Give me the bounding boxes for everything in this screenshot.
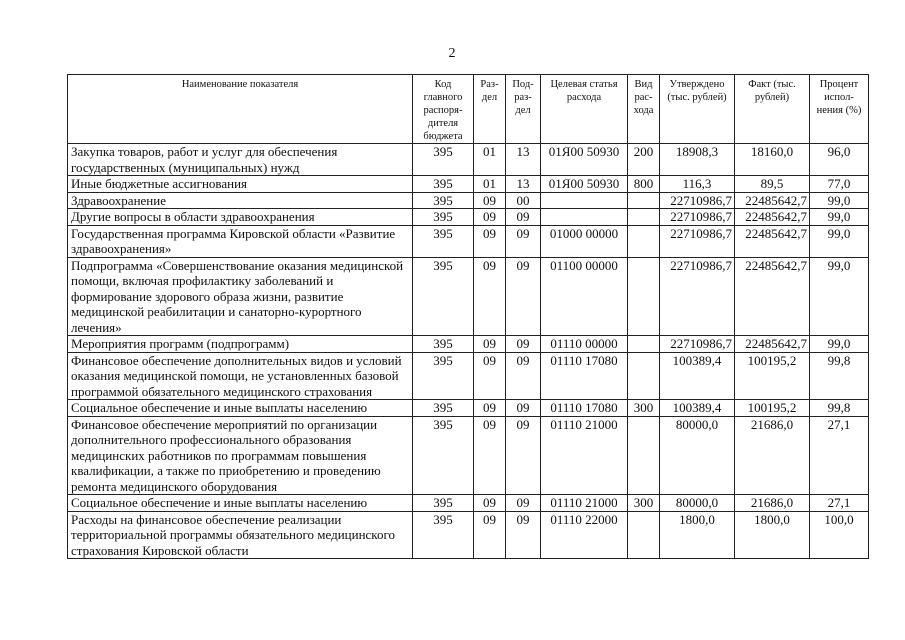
- table-row: [68, 225, 869, 257]
- cell-approved: 22710986,7: [660, 336, 735, 353]
- cell-code: 395: [413, 144, 474, 176]
- table-body: [68, 144, 869, 559]
- cell-actual: 100195,2: [735, 352, 810, 400]
- cell-subsection: 09: [506, 511, 541, 559]
- cell-type: [628, 416, 660, 495]
- header-code: Код главного распоря-дителя бюджета: [413, 75, 474, 144]
- header-section: Раз-дел: [474, 75, 506, 144]
- cell-type: [628, 192, 660, 209]
- cell-percent: 99,8: [810, 352, 869, 400]
- cell-subsection: 09: [506, 400, 541, 417]
- cell-target: 01110 17080: [541, 400, 628, 417]
- cell-percent: 99,0: [810, 209, 869, 226]
- table-row: [68, 400, 869, 417]
- cell-subsection: 00: [506, 192, 541, 209]
- table-row: [68, 336, 869, 353]
- cell-section: 09: [474, 416, 506, 495]
- cell-percent: 96,0: [810, 144, 869, 176]
- cell-approved: 22710986,7: [660, 225, 735, 257]
- cell-target: 01110 22000: [541, 511, 628, 559]
- cell-type: [628, 352, 660, 400]
- cell-percent: 99,8: [810, 400, 869, 417]
- cell-target: 01000 00000: [541, 225, 628, 257]
- cell-approved: 100389,4: [660, 400, 735, 417]
- cell-name: Здравоохранение: [68, 192, 413, 209]
- cell-subsection: 13: [506, 176, 541, 193]
- page-number: 2: [448, 46, 456, 61]
- cell-type: [628, 257, 660, 336]
- cell-target: 01Я00 50930: [541, 144, 628, 176]
- cell-type: [628, 511, 660, 559]
- cell-section: 09: [474, 225, 506, 257]
- cell-percent: 27,1: [810, 416, 869, 495]
- header-percent: Процент испол-нения (%): [810, 75, 869, 144]
- cell-name: Закупка товаров, работ и услуг для обеспечения государственных (муниципальных) нужд: [68, 144, 413, 176]
- cell-name: Государственная программа Кировской области «Развитие здравоохранения»: [68, 225, 413, 257]
- cell-type: [628, 225, 660, 257]
- header-name: Наименование показателя: [68, 75, 413, 144]
- cell-subsection: 09: [506, 352, 541, 400]
- cell-section: 09: [474, 495, 506, 512]
- table-row: [68, 209, 869, 226]
- cell-actual: 18160,0: [735, 144, 810, 176]
- cell-target: 01110 00000: [541, 336, 628, 353]
- cell-type: [628, 336, 660, 353]
- cell-name: Мероприятия программ (подпрограмм): [68, 336, 413, 353]
- cell-type: 300: [628, 495, 660, 512]
- cell-percent: 99,0: [810, 225, 869, 257]
- cell-section: 09: [474, 257, 506, 336]
- cell-name: Другие вопросы в области здравоохранения: [68, 209, 413, 226]
- cell-actual: 22485642,7: [735, 257, 810, 336]
- cell-name: Социальное обеспечение и иные выплаты населению: [68, 495, 413, 512]
- cell-subsection: 13: [506, 144, 541, 176]
- cell-actual: 1800,0: [735, 511, 810, 559]
- cell-percent: 99,0: [810, 192, 869, 209]
- cell-name: Иные бюджетные ассигнования: [68, 176, 413, 193]
- cell-type: 800: [628, 176, 660, 193]
- cell-actual: 21686,0: [735, 416, 810, 495]
- cell-name: Финансовое обеспечение мероприятий по организации дополнительного профессионального образования медицинских работников по программам повышения квалификации, а также по приобретению и проведению ремонта медицинского оборудования: [68, 416, 413, 495]
- cell-approved: 100389,4: [660, 352, 735, 400]
- header-actual: Факт (тыс. рублей): [735, 75, 810, 144]
- cell-target: [541, 192, 628, 209]
- cell-target: [541, 209, 628, 226]
- header-target: Целевая статья расхода: [541, 75, 628, 144]
- header-type: Вид рас-хода: [628, 75, 660, 144]
- cell-name: Социальное обеспечение и иные выплаты населению: [68, 400, 413, 417]
- cell-code: 395: [413, 209, 474, 226]
- cell-subsection: 09: [506, 225, 541, 257]
- cell-actual: 22485642,7: [735, 336, 810, 353]
- cell-code: 395: [413, 336, 474, 353]
- cell-code: 395: [413, 495, 474, 512]
- cell-approved: 80000,0: [660, 495, 735, 512]
- budget-table: [67, 74, 869, 559]
- table-header-row: [68, 75, 869, 144]
- cell-name: Подпрограмма «Совершенствование оказания медицинской помощи, включая профилактику заболеваний и формирование здорового образа жизни, развитие медицинской реабилитации и санаторно-курортного лечения»: [68, 257, 413, 336]
- cell-approved: 18908,3: [660, 144, 735, 176]
- cell-approved: 22710986,7: [660, 209, 735, 226]
- cell-section: 09: [474, 336, 506, 353]
- cell-actual: 100195,2: [735, 400, 810, 417]
- table-row: [68, 144, 869, 176]
- cell-subsection: 09: [506, 209, 541, 226]
- cell-target: 01110 21000: [541, 416, 628, 495]
- cell-subsection: 09: [506, 336, 541, 353]
- cell-percent: 77,0: [810, 176, 869, 193]
- cell-code: 395: [413, 192, 474, 209]
- cell-percent: 99,0: [810, 257, 869, 336]
- cell-percent: 99,0: [810, 336, 869, 353]
- cell-actual: 22485642,7: [735, 192, 810, 209]
- cell-subsection: 09: [506, 495, 541, 512]
- cell-name: Расходы на финансовое обеспечение реализации территориальной программы обязательного медицинского страхования Кировской области: [68, 511, 413, 559]
- cell-approved: 22710986,7: [660, 257, 735, 336]
- cell-actual: 22485642,7: [735, 209, 810, 226]
- cell-section: 09: [474, 192, 506, 209]
- cell-actual: 21686,0: [735, 495, 810, 512]
- cell-section: 09: [474, 352, 506, 400]
- cell-section: 09: [474, 209, 506, 226]
- cell-target: 01110 17080: [541, 352, 628, 400]
- table-row: [68, 257, 869, 336]
- cell-type: 200: [628, 144, 660, 176]
- cell-approved: 80000,0: [660, 416, 735, 495]
- cell-code: 395: [413, 257, 474, 336]
- header-approved: Утверждено (тыс. рублей): [660, 75, 735, 144]
- cell-target: 01100 00000: [541, 257, 628, 336]
- table-row: [68, 176, 869, 193]
- cell-actual: 89,5: [735, 176, 810, 193]
- cell-code: 395: [413, 511, 474, 559]
- cell-code: 395: [413, 400, 474, 417]
- table-row: [68, 511, 869, 559]
- cell-target: 01Я00 50930: [541, 176, 628, 193]
- cell-type: 300: [628, 400, 660, 417]
- cell-approved: 116,3: [660, 176, 735, 193]
- cell-type: [628, 209, 660, 226]
- cell-approved: 22710986,7: [660, 192, 735, 209]
- cell-name: Финансовое обеспечение дополнительных видов и условий оказания медицинской помощи, не установленных базовой программой обязательного медицинского страхования: [68, 352, 413, 400]
- cell-actual: 22485642,7: [735, 225, 810, 257]
- table-row: [68, 192, 869, 209]
- cell-percent: 27,1: [810, 495, 869, 512]
- header-subsection: Под-раз-дел: [506, 75, 541, 144]
- table-row: [68, 352, 869, 400]
- cell-section: 09: [474, 400, 506, 417]
- cell-code: 395: [413, 176, 474, 193]
- cell-subsection: 09: [506, 257, 541, 336]
- table-row: [68, 416, 869, 495]
- cell-percent: 100,0: [810, 511, 869, 559]
- cell-code: 395: [413, 225, 474, 257]
- cell-code: 395: [413, 352, 474, 400]
- cell-target: 01110 21000: [541, 495, 628, 512]
- cell-section: 01: [474, 176, 506, 193]
- cell-approved: 1800,0: [660, 511, 735, 559]
- cell-section: 09: [474, 511, 506, 559]
- table-row: [68, 495, 869, 512]
- cell-subsection: 09: [506, 416, 541, 495]
- cell-section: 01: [474, 144, 506, 176]
- cell-code: 395: [413, 416, 474, 495]
